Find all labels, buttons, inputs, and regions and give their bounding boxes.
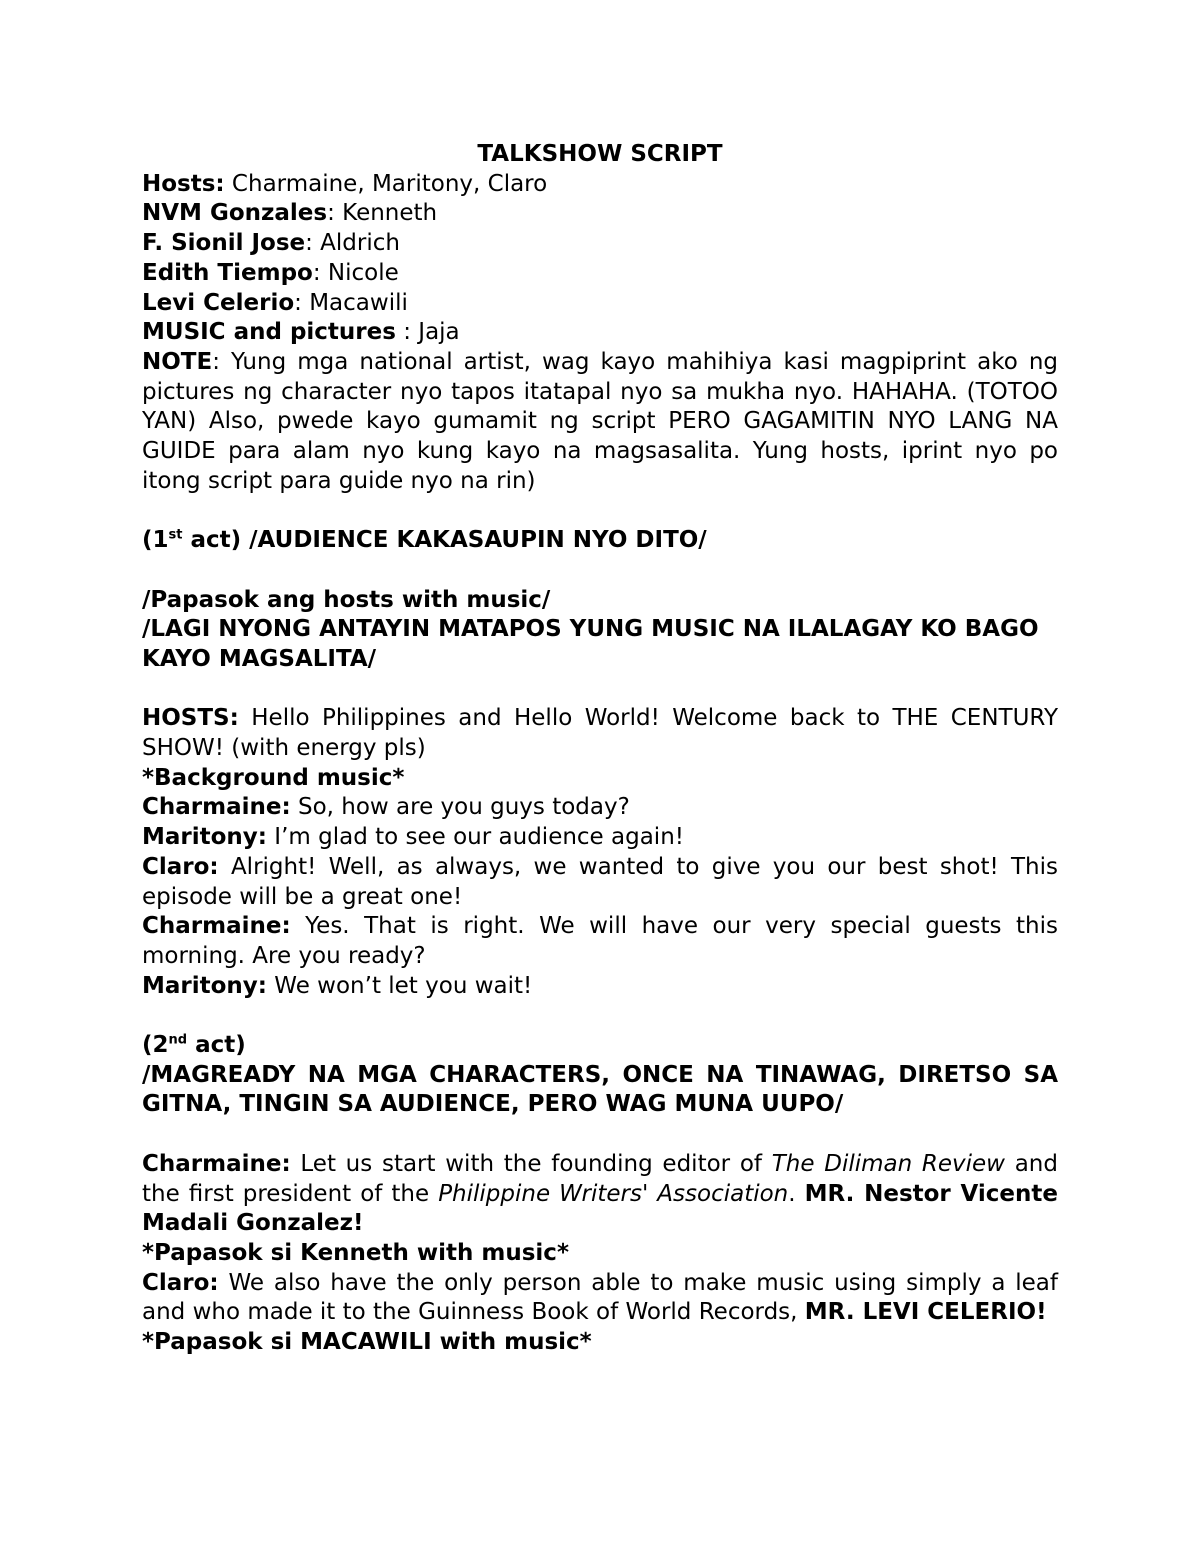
- speaker: Claro:: [142, 1269, 219, 1296]
- cast-role: Hosts:: [142, 170, 225, 197]
- line-text: So, how are you guys today?: [290, 794, 630, 821]
- speaker: Charmaine:: [142, 794, 291, 821]
- line-text: and the first president of the: [142, 1150, 1058, 1207]
- stage-direction: /LAGI NYONG ANTAYIN MATAPOS YUNG MUSIC NA ILALAGAY KO BAGO KAYO MAGSALITA/: [142, 616, 1039, 672]
- speaker: Charmaine:: [142, 913, 291, 940]
- cast-role: Levi Celerio: [142, 289, 295, 316]
- spacer: [142, 556, 1058, 586]
- cast-role: MUSIC and pictures: [142, 319, 396, 346]
- speaker: HOSTS:: [142, 705, 239, 732]
- spacer: [142, 496, 1058, 526]
- dialogue-line: [142, 853, 1058, 912]
- dialogue-line: [142, 972, 1058, 1002]
- line-text: Alright! Well, as always, we wanted to give you our best shot! This episode will be a great one!: [142, 853, 1058, 910]
- music-cue: *Papasok si MACAWILI with music*: [142, 1329, 592, 1356]
- document-title: TALKSHOW SCRIPT: [477, 141, 723, 167]
- line-text: We won’t let you wait!: [267, 972, 533, 999]
- stage-direction: /MAGREADY NA MGA CHARACTERS, ONCE NA TINAWAG, DIRETSO SA GITNA, TINGIN SA AUDIENCE, PERO WAG MUNA UUPO/: [142, 1061, 1058, 1118]
- cast-role: Edith Tiempo: [142, 259, 313, 286]
- music-cue: *Background music*: [142, 764, 405, 791]
- spacer: [142, 675, 1058, 705]
- cast-role: F. Sionil Jose: [142, 230, 306, 257]
- music-cue: *Papasok si Kenneth with music*: [142, 1239, 569, 1266]
- line-text: We also have the only person able to make music using simply a leaf and who made it to the Guinness Book of World Records,: [142, 1269, 1058, 1326]
- ordinal-suffix: nd: [168, 1032, 188, 1048]
- act-number: (2: [142, 1032, 169, 1059]
- dialogue-line: [142, 912, 1058, 971]
- cast-line-edith-tiempo: [142, 259, 1058, 289]
- dialogue-line: [142, 1150, 1058, 1239]
- line-text: Hello Philippines and Hello World! Welcome back to THE CENTURY SHOW! (with energy pls): [142, 705, 1058, 762]
- line-text: I’m glad to see our audience again!: [267, 824, 684, 851]
- speaker: Charmaine:: [142, 1150, 291, 1177]
- cast-actor: : Nicole: [312, 259, 399, 286]
- cast-actor: : Jaja: [395, 319, 460, 346]
- stage-direction: /Papasok ang hosts with music/: [142, 586, 551, 613]
- document-page: [142, 140, 1058, 1358]
- publication-title: The Diliman Review: [771, 1150, 1005, 1177]
- note-paragraph: [142, 348, 1058, 497]
- dialogue-line: [142, 793, 1058, 823]
- dialogue-line: [142, 1269, 1058, 1328]
- speaker: Maritony:: [142, 824, 267, 851]
- note-text: : Yung mga national artist, wag kayo mahihiya kasi magpiprint ako ng pictures ng character nyo tapos itatapal nyo sa mukha nyo. HAHAHA. (TOTOO YAN) Also, pwede kayo gumamit ng script PERO GAGAMITIN NYO LANG NA GUIDE para alam nyo kung kayo na magsasalita. Yung hosts, iprint nyo po itong script para guide nyo na rin): [142, 348, 1058, 494]
- cast-line-sionil-jose: [142, 229, 1058, 259]
- spacer: [142, 1001, 1058, 1031]
- act-heading-text: act) /AUDIENCE KAKASAUPIN NYO DITO/: [182, 527, 707, 554]
- guest-name: MR. Nestor Vicente Madali Gonzalez!: [142, 1180, 1058, 1237]
- cast-actor: : Macawili: [294, 289, 408, 316]
- cast-line-music: [142, 318, 1058, 348]
- cast-actor: : Aldrich: [305, 230, 400, 257]
- spacer: [142, 1120, 1058, 1150]
- act-heading-text: act): [187, 1032, 246, 1059]
- line-text: .: [788, 1180, 805, 1207]
- line-text: Let us start with the founding editor of: [290, 1150, 772, 1177]
- act-number: (1: [142, 527, 169, 554]
- speaker: Maritony:: [142, 972, 267, 999]
- act2-heading: [142, 1031, 1058, 1061]
- dialogue-line: [142, 704, 1058, 763]
- cast-actor: Charmaine, Maritony, Claro: [224, 170, 548, 197]
- organization-name: Philippine Writers' Association: [438, 1180, 789, 1207]
- cast-role: NVM Gonzales: [142, 200, 328, 227]
- line-text: Yes. That is right. We will have our very special guests this morning. Are you ready?: [142, 913, 1058, 969]
- ordinal-suffix: st: [168, 527, 183, 543]
- note-label: NOTE: [142, 348, 213, 375]
- guest-name: MR. LEVI CELERIO!: [804, 1299, 1047, 1326]
- cast-line-nvm-gonzales: [142, 199, 1058, 229]
- cast-line-hosts: [142, 170, 1058, 200]
- act1-heading: [142, 526, 1058, 556]
- dialogue-line: [142, 823, 1058, 853]
- cast-line-levi-celerio: [142, 289, 1058, 319]
- cast-actor: : Kenneth: [327, 200, 438, 227]
- speaker: Claro:: [142, 853, 219, 880]
